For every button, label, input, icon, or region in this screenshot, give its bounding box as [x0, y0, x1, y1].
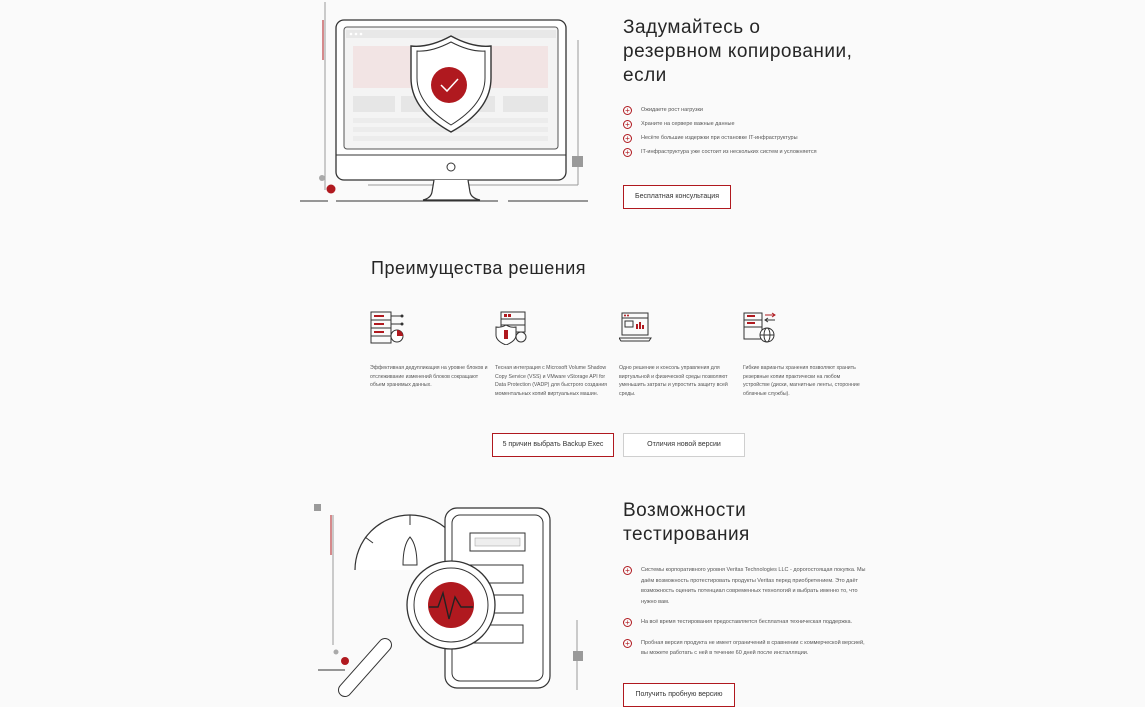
section1-title-line3: если	[623, 65, 667, 86]
five-reasons-button-label: 5 причин выбрать Backup Exec	[502, 441, 604, 448]
section3-title-line2: тестирования	[623, 524, 750, 545]
plus-circle-icon: +	[623, 148, 632, 157]
magnifier-gauge-illustration	[305, 495, 595, 701]
list-item	[623, 617, 868, 628]
feature-2-text: Тесная интеграция с Microsoft Volume Shadow Copy Service (VSS) и VMware vStorage API for Data Protection (VADP) для быстрого создания моментальных копий виртуальных машин.	[495, 365, 607, 397]
feature-1-text: Эффективная дедупликация на уровне блоков и отслеживание изменений блоков сокращают объем хранимых данных.	[370, 365, 488, 389]
bullet-text: Несёте большие издержки при остановке IT-инфраструктуры	[641, 135, 798, 141]
section1-title-line2: резервном копировании,	[623, 41, 853, 62]
feature-3	[619, 311, 737, 398]
section3-bullet-list	[623, 565, 868, 659]
section1-bullet-list	[623, 107, 883, 156]
plus-circle-icon: +	[623, 566, 632, 575]
bullet-text: Ожидаете рост нагрузки	[641, 107, 703, 113]
section1-title	[623, 16, 852, 88]
list-item	[623, 121, 883, 128]
laptop-console-icon	[619, 311, 655, 345]
server-shield-icon	[495, 311, 531, 345]
monitor-shield-icon	[298, 0, 598, 210]
five-reasons-button[interactable]	[492, 433, 614, 457]
list-item	[623, 565, 868, 607]
new-version-diff-button[interactable]	[623, 433, 745, 457]
bullet-text: Системы корпоративного уровня Veritas Technologies LLC - дорогостоящая покупка. Мы даём возможность протестировать продукты Veritas перед приобретением. Это даёт возможность оценить потенциал современных технологий и выбрать именно то, что нужно вам.	[641, 567, 866, 605]
bullet-text: Пробная версия продукта не имеет ограничений в сравнении с коммерческой версией, вы можете работать с ней в течение 60 дней после инсталляции.	[641, 639, 865, 656]
feature-4	[743, 311, 861, 398]
magnifier-gauge-icon	[305, 495, 595, 701]
list-item	[623, 135, 883, 142]
feature-2	[495, 311, 613, 398]
plus-circle-icon: +	[623, 639, 632, 648]
free-consultation-button[interactable]	[623, 185, 731, 209]
section3-title	[623, 499, 750, 547]
new-version-diff-button-label: Отличия новой версии	[647, 441, 721, 448]
trial-version-button-label: Получить пробную версию	[635, 691, 723, 698]
bullet-text: IT-инфраструктура уже состоит из нескольких систем и усложняется	[641, 149, 817, 155]
feature-1	[370, 311, 488, 390]
list-item	[623, 638, 868, 659]
monitor-shield-illustration	[298, 0, 598, 210]
list-item	[623, 149, 883, 156]
plus-circle-icon: +	[623, 134, 632, 143]
trial-version-button[interactable]	[623, 683, 735, 707]
section3-title-line1: Возможности	[623, 500, 747, 521]
plus-circle-icon: +	[623, 106, 632, 115]
bullet-text: На всё время тестирования предоставляется бесплатная техническая поддержка.	[641, 619, 853, 625]
server-globe-icon	[743, 311, 779, 345]
plus-circle-icon: +	[623, 120, 632, 129]
feature-4-text: Гибкие варианты хранения позволяют хранить резервные копии практически на любом устройстве (диски, магнитные ленты, сторонние облачные службы).	[743, 365, 860, 397]
bullet-text: Храните на сервере важные данные	[641, 121, 735, 127]
section2-title: Преимущества решения	[371, 258, 587, 278]
list-item	[623, 107, 883, 114]
feature-3-text: Одно решение и консоль управления для виртуальной и физической среды позволяют уменьшить затраты и упростить защиту всей среды.	[619, 365, 728, 397]
server-dedup-icon	[370, 311, 406, 345]
plus-circle-icon: +	[623, 618, 632, 627]
section1-title-line1: Задумайтесь о	[623, 17, 761, 38]
free-consultation-button-label: Бесплатная консультация	[635, 193, 719, 200]
